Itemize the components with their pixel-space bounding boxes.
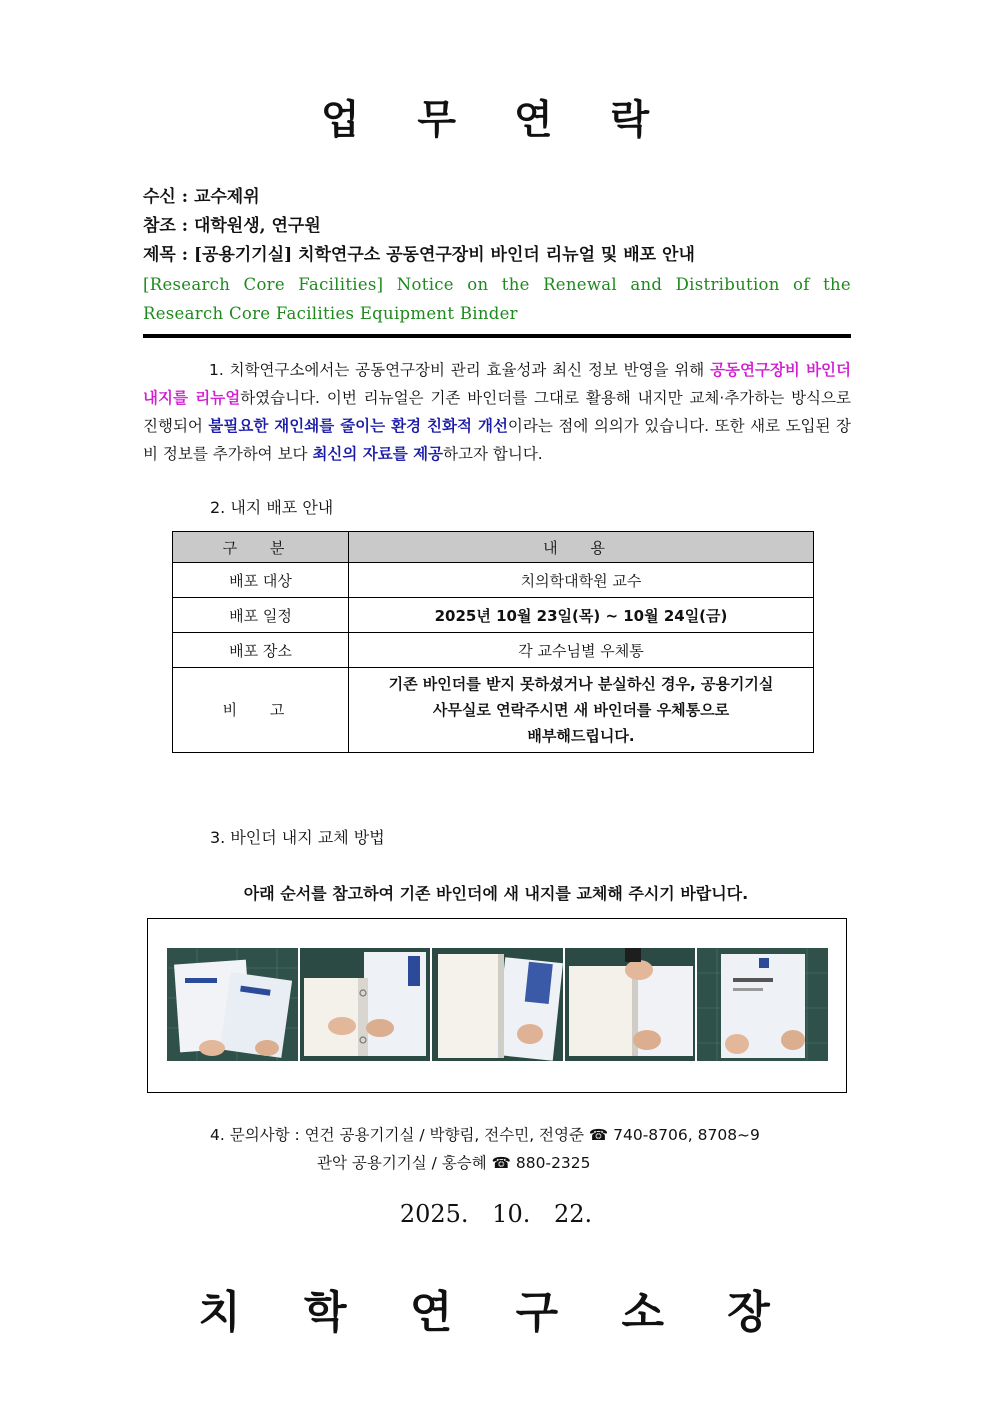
subject-line: 제목 : [공용기기실] 치학연구소 공동연구장비 바인더 리뉴얼 및 배포 안내 [143,245,695,265]
row-key-location: 배포 장소 [173,633,349,668]
table-row [173,563,814,598]
paragraph-1-text-b: 하였습니다. 이번 리뉴얼은 기존 바인더를 그대로 활용해 내지만 교체·추가하는 방식으로 진행되어 [143,389,851,435]
distribution-table [172,531,814,753]
paragraph-1 [143,356,851,468]
document-date: 2025. 10. 22. [399,1200,593,1228]
document-header [143,183,851,328]
table-row [173,668,814,753]
header-divider [143,334,851,338]
section-2-heading: 2. 내지 배포 안내 [210,498,334,517]
contact-line-2: 관악 공용기기실 / 홍승혜 ☎ 880-2325 [317,1154,591,1172]
highlight-latest-info: 최신의 자료를 제공 [312,445,444,463]
photo-steps-box [147,918,847,1093]
highlight-eco-friendly: 불필요한 재인쇄를 줄이는 환경 친화적 개선 [208,417,508,435]
row-value-target: 치의학대학원 교수 [349,563,814,598]
replacement-instruction: 아래 순서를 참고하여 기존 바인더에 새 내지를 교체해 주시기 바랍니다. [243,884,749,903]
remarks-line-1: 기존 바인더를 받지 못하셨거나 분실하신 경우, 공용기기실 [388,675,774,693]
highlight-binder-renewal: 공동연구장비 바인더 내지를 리뉴얼 [143,361,852,407]
step-2-photo [300,948,431,1061]
section-3-heading: 3. 바인더 내지 교체 방법 [210,828,385,847]
remarks-line-3: 배부해드립니다. [527,727,635,745]
step-4-photo [565,948,696,1061]
column-header-content: 내 용 [349,532,814,563]
row-key-remarks: 비 고 [173,668,349,753]
remarks-line-2: 사무실로 연락주시면 새 바인더를 우체통으로 [432,701,730,719]
row-key-schedule: 배포 일정 [173,598,349,633]
row-value-schedule: 2025년 10월 23일(목) ~ 10월 24일(금) [349,598,814,633]
step-1-photo [167,948,298,1061]
recipient-line: 수신 : 교수제위 [143,187,260,207]
row-key-target: 배포 대상 [173,563,349,598]
table-row [173,633,814,668]
cc-line: 참조 : 대학원생, 연구원 [143,216,321,236]
subject-english-line-2: Research Core Facilities Equipment Binder [143,304,518,323]
column-header-category: 구 분 [173,532,349,563]
subject-english-line-1: [Research Core Facilities] Notice on the Renewal and Distribution of the [143,275,851,294]
row-value-location: 각 교수님별 우체통 [349,633,814,668]
table-header-row [173,532,814,563]
paragraph-1-text-c: 이라는 점에 의의가 있습니다. 또한 새로 도입된 장비 정보를 추가하여 보다 [143,417,851,463]
paragraph-1-text-d: 하고자 합니다. [443,445,543,463]
row-value-remarks [349,668,814,753]
contact-info [210,1121,760,1177]
document-title: 업 무 연 락 [320,96,672,143]
paragraph-1-text-a: 1. 치학연구소에서는 공동연구장비 관리 효율성과 최신 정보 반영을 위해 [209,361,710,379]
contact-line-1: 4. 문의사항 : 연건 공용기기실 / 박향림, 전수민, 전영준 ☎ 740-8706, 8708~9 [210,1126,760,1144]
issuer-signature: 치 학 연 구 소 장 [198,1287,794,1338]
step-5-photo [697,948,828,1061]
step-3-photo [432,948,563,1061]
photo-strip [167,948,828,1061]
table-row [173,598,814,633]
